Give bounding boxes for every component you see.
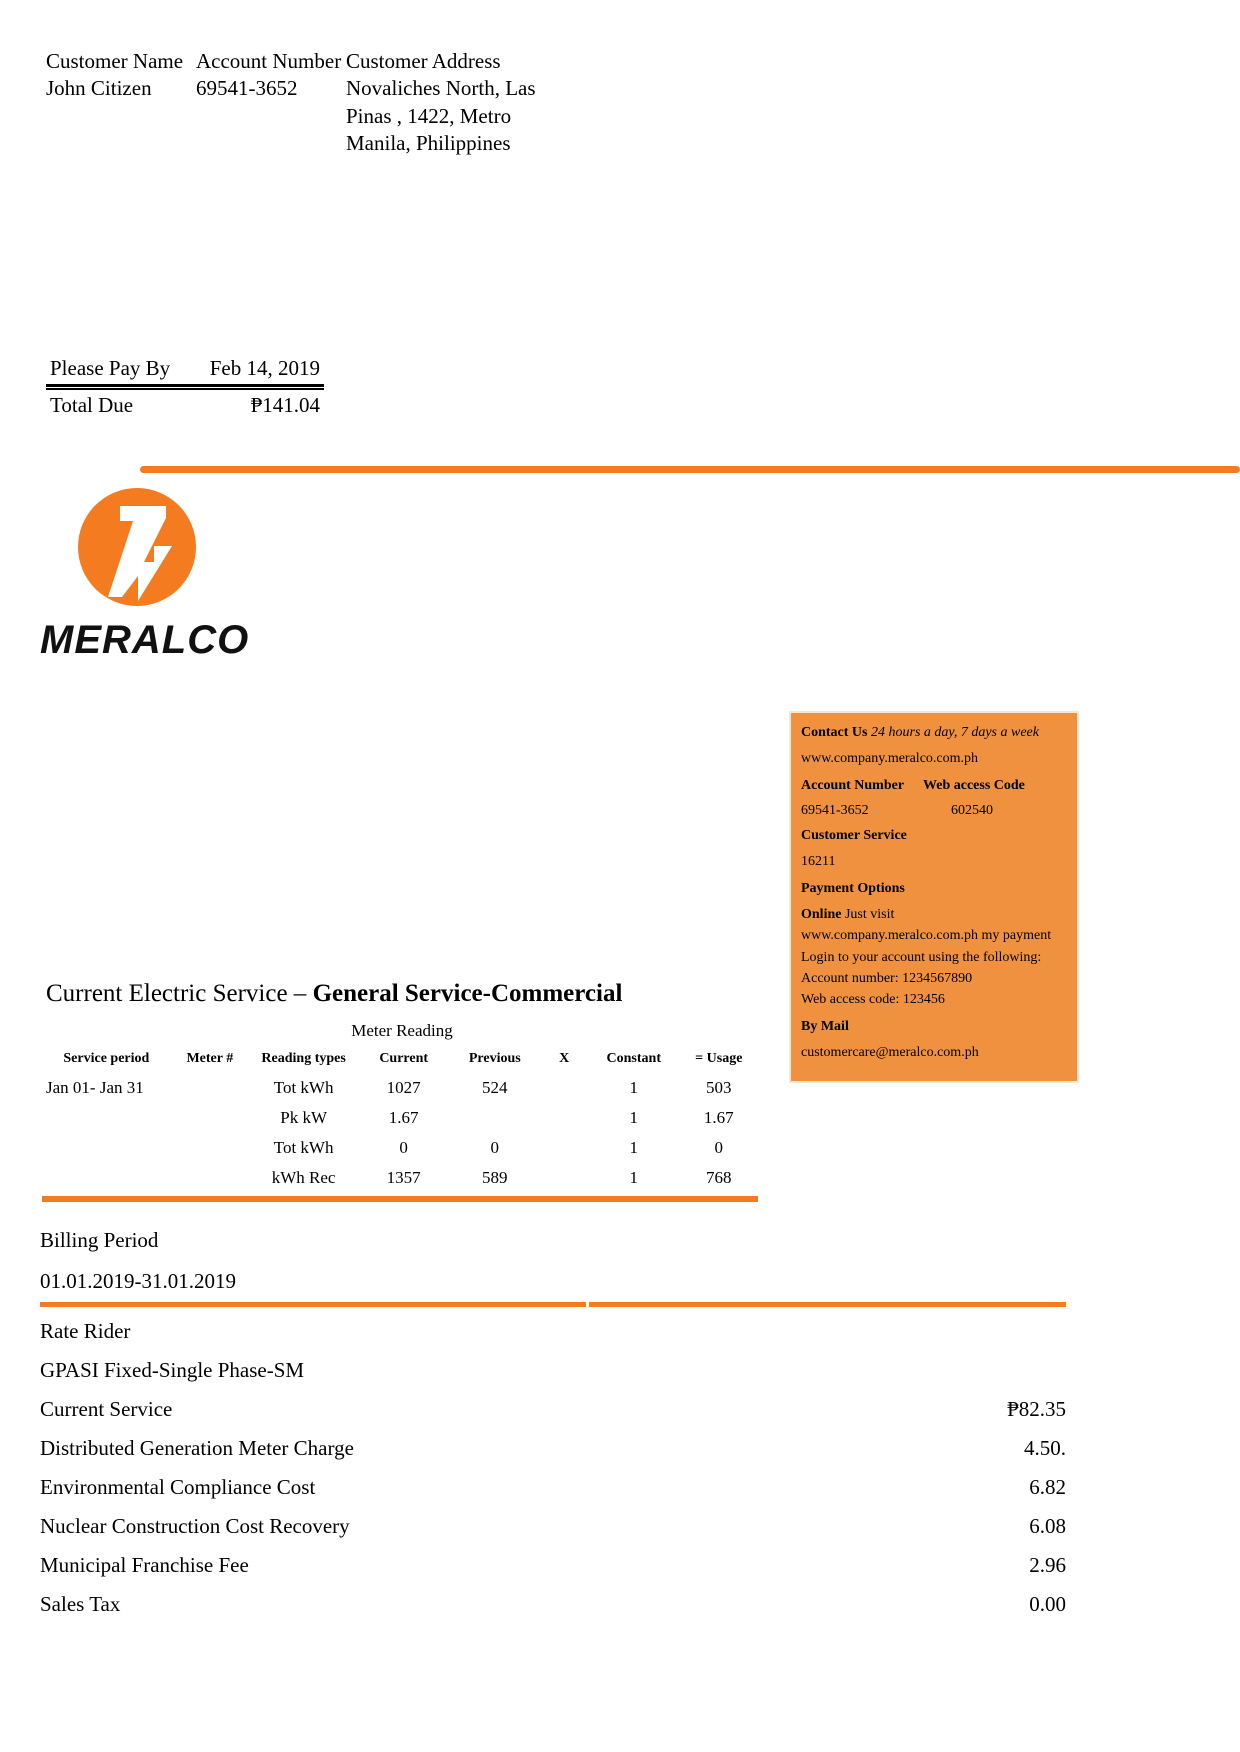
- meter-reading-caption: Meter Reading: [351, 1021, 453, 1040]
- cell-reading-type: Pk kW: [280, 1108, 327, 1127]
- account-number-label: Account Number: [196, 49, 342, 73]
- current-electric-service-prefix: Current Electric Service –: [46, 980, 313, 1007]
- cell-usage: 768: [680, 1163, 758, 1199]
- billing-period-value: 01.01.2019-31.01.2019: [40, 1269, 236, 1293]
- charge-label: Current Service: [40, 1397, 173, 1421]
- total-due-row: [46, 393, 324, 420]
- billing-period-section: [40, 1228, 1066, 1308]
- contact-web-access-code-label: Web access Code: [923, 777, 1025, 793]
- by-mail-label: By Mail: [801, 1018, 849, 1034]
- summary-divider: [46, 388, 324, 390]
- cell-meter-number: [171, 1103, 249, 1133]
- charge-label: Rate Rider: [40, 1319, 131, 1343]
- charge-amount: 6.08: [1029, 1514, 1066, 1538]
- cell-usage: 0: [714, 1138, 724, 1157]
- cell-previous: 524: [482, 1078, 508, 1097]
- cell-service-period: [42, 1163, 171, 1199]
- meralco-logo: [40, 488, 300, 663]
- customer-name-value: John Citizen: [46, 76, 152, 101]
- table-row: [42, 1103, 758, 1133]
- column-header-x: X: [559, 1051, 570, 1066]
- table-row: [42, 1133, 758, 1163]
- charge-amount: 2.96: [1029, 1553, 1066, 1577]
- contact-us-heading: [801, 723, 1067, 743]
- meter-reading-table: [42, 1048, 758, 1202]
- cell-service-period: [42, 1103, 171, 1133]
- list-item: [40, 1468, 1066, 1507]
- charge-amount: 0.00: [1029, 1592, 1066, 1616]
- cell-meter-number: [171, 1163, 249, 1199]
- column-header-constant: Constant: [606, 1051, 661, 1066]
- charges-list: [40, 1312, 1066, 1624]
- contact-us-box: [789, 711, 1079, 1083]
- cell-meter-number: [171, 1133, 249, 1163]
- total-due-label: Total Due: [50, 393, 134, 417]
- cell-usage: 1.67: [703, 1108, 734, 1127]
- cell-reading-type: kWh Rec: [249, 1163, 358, 1199]
- list-item: [40, 1585, 1066, 1624]
- contact-code-headers: [801, 776, 1067, 796]
- by-mail-heading: [801, 1017, 1067, 1037]
- customer-service-number: 16211: [801, 854, 836, 870]
- list-item: [40, 1507, 1066, 1546]
- meralco-wordmark: MERALCO: [40, 618, 250, 662]
- charge-label: Sales Tax: [40, 1592, 121, 1616]
- customer-service-label: Customer Service: [801, 828, 907, 844]
- charge-label: Distributed Generation Meter Charge: [40, 1436, 354, 1460]
- column-header-meter-number: Meter #: [186, 1051, 234, 1066]
- charges-orange-divider: [40, 1302, 1066, 1307]
- cell-x: [540, 1103, 588, 1133]
- meralco-lightning-bolt-icon: [78, 488, 196, 606]
- list-item: [40, 1429, 1066, 1468]
- payment-online-url[interactable]: www.company.meralco.com.ph my payment: [801, 928, 1052, 944]
- charge-label: Municipal Franchise Fee: [40, 1553, 249, 1577]
- cell-reading-type: Tot kWh: [273, 1078, 334, 1097]
- customer-header: [46, 48, 536, 157]
- customer-service-heading: [801, 826, 1067, 846]
- current-electric-service-type: General Service-Commercial: [312, 980, 623, 1007]
- customer-name-label: Customer Name: [46, 49, 184, 73]
- customer-address-label: Customer Address: [346, 49, 501, 73]
- cell-current: 1.67: [388, 1108, 419, 1127]
- column-header-previous: Previous: [468, 1051, 521, 1066]
- list-item: [40, 1390, 1066, 1429]
- contact-us-hours: 24 hours a day, 7 days a week: [871, 725, 1039, 740]
- cell-service-period: Jan 01- Jan 31: [46, 1078, 144, 1097]
- due-date-value: Feb 14, 2019: [209, 356, 320, 380]
- due-date-row: [46, 356, 324, 387]
- cell-reading-type: Tot kWh: [273, 1138, 334, 1157]
- charge-amount: 4.50.: [1024, 1436, 1066, 1460]
- list-item: [40, 1351, 1066, 1390]
- contact-account-number-value: 69541-3652: [801, 802, 869, 818]
- charge-label: GPASI Fixed-Single Phase-SM: [40, 1358, 305, 1382]
- charge-amount: ₱82.35: [1007, 1397, 1066, 1421]
- customer-name-column: [46, 48, 196, 103]
- contact-website[interactable]: www.company.meralco.com.ph: [801, 751, 979, 767]
- cell-constant: 1: [588, 1163, 680, 1199]
- cell-meter-number: [171, 1073, 249, 1103]
- contact-us-label: Contact Us: [801, 725, 868, 740]
- payment-login-web-access-code: Web access code: 123456: [801, 992, 945, 1008]
- cell-x: [540, 1073, 588, 1103]
- column-header-reading-types: Reading types: [261, 1051, 346, 1066]
- cell-constant: 1: [629, 1108, 639, 1127]
- column-header-service-period: Service period: [63, 1051, 150, 1066]
- payment-options-heading: [801, 879, 1067, 899]
- column-header-usage: = Usage: [695, 1051, 743, 1066]
- account-number-value: 69541-3652: [196, 76, 298, 101]
- charge-amount: 6.82: [1029, 1475, 1066, 1499]
- cell-current: 1027: [386, 1078, 421, 1097]
- account-number-column: [196, 48, 346, 103]
- table-row: [42, 1073, 758, 1103]
- charge-label: Nuclear Construction Cost Recovery: [40, 1514, 350, 1538]
- payment-online-heading: [801, 905, 1067, 925]
- payment-options-label: Payment Options: [801, 880, 905, 896]
- cell-previous: [449, 1103, 540, 1133]
- cell-constant: 1: [629, 1138, 639, 1157]
- meter-table-header-row: [42, 1048, 758, 1073]
- list-item: [40, 1546, 1066, 1585]
- contact-account-number-label: Account Number: [801, 777, 905, 793]
- divider-gap: [586, 1302, 589, 1307]
- cell-usage: 503: [706, 1078, 732, 1097]
- payment-online-label: Online: [801, 907, 842, 923]
- cell-previous: 589: [449, 1163, 540, 1199]
- due-date-label: Please Pay By: [50, 356, 171, 380]
- orange-header-bar: [140, 466, 1240, 473]
- cell-previous: 0: [490, 1138, 500, 1157]
- cell-x: [540, 1133, 588, 1163]
- cell-x: [540, 1163, 588, 1199]
- total-due-value: ₱141.04: [250, 393, 320, 417]
- payment-login-text: Login to your account using the following:: [801, 949, 1042, 965]
- by-mail-email[interactable]: customercare@meralco.com.ph: [801, 1044, 979, 1060]
- charge-label: Environmental Compliance Cost: [40, 1475, 316, 1499]
- payment-login-account-number: Account number: 1234567890: [801, 970, 973, 986]
- billing-period-label: Billing Period: [40, 1228, 159, 1252]
- cell-current: 1357: [358, 1163, 449, 1199]
- contact-code-values: [801, 801, 1067, 821]
- cell-constant: 1: [629, 1078, 639, 1097]
- column-header-current: Current: [379, 1051, 429, 1066]
- table-row: [42, 1163, 758, 1199]
- current-electric-service-heading: [46, 980, 622, 1008]
- payment-online-text: Just visit: [844, 907, 895, 923]
- payment-summary: [46, 356, 324, 420]
- cell-service-period: [42, 1133, 171, 1163]
- customer-address-column: [346, 48, 536, 157]
- contact-web-access-code-value: 602540: [951, 802, 993, 818]
- list-item: [40, 1312, 1066, 1351]
- customer-address-value: Novaliches North, Las Pinas , 1422, Metro Manila, Philippines: [346, 76, 536, 155]
- cell-current: 0: [399, 1138, 408, 1157]
